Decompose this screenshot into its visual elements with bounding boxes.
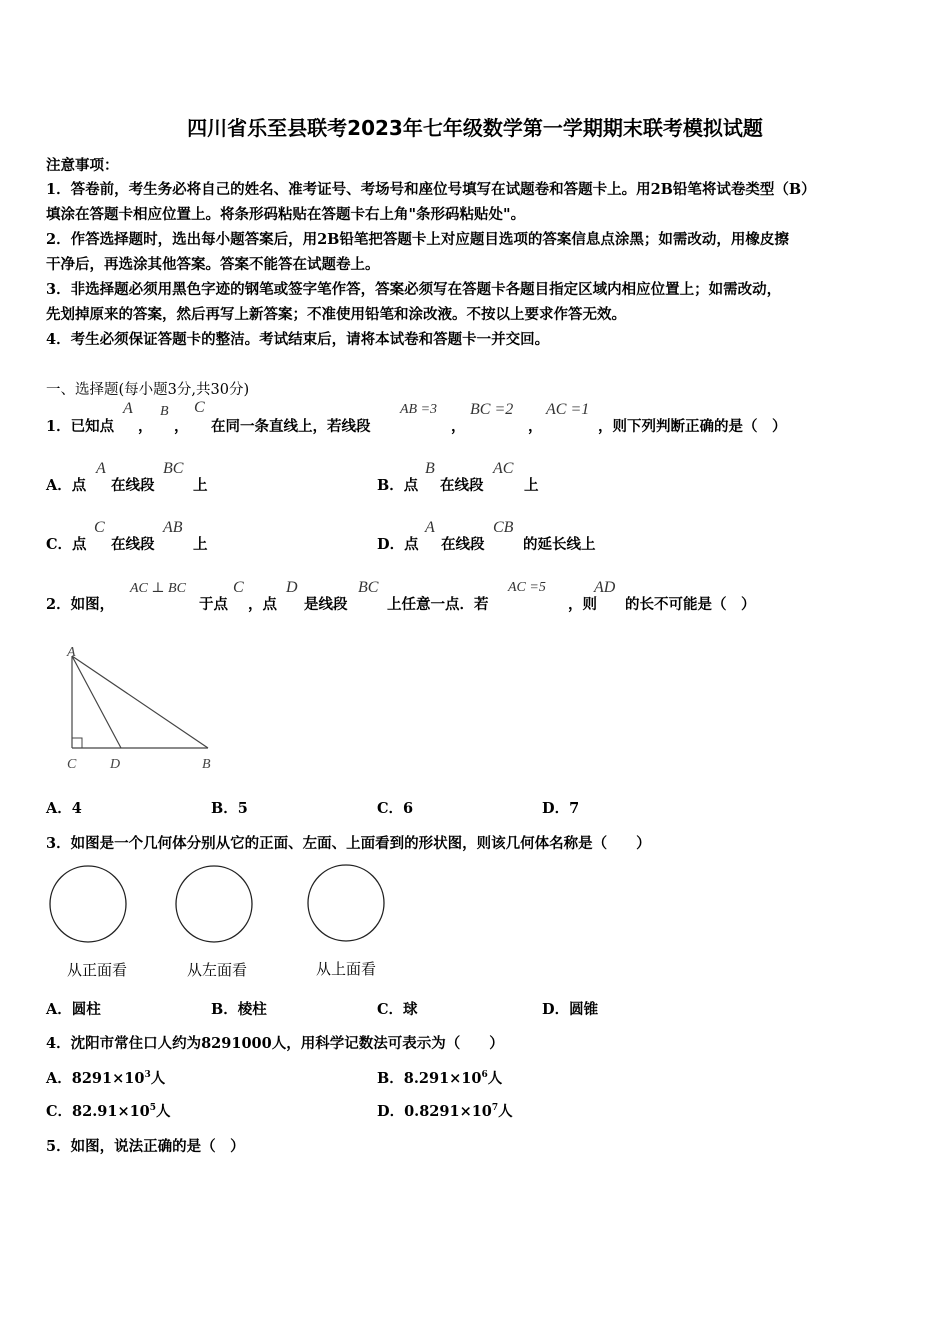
q2-math: BC xyxy=(358,579,379,596)
q2-option-a: A．4 xyxy=(46,800,82,817)
q1-option-a: A．点 xyxy=(46,477,87,494)
q1-math: AB =3 xyxy=(400,402,438,417)
notice-line: 3．非选择题必须用黑色字迹的钢笔或签字笔作答，答案必须写在答题卡各题目指定区域内相应位置上；如需改动， xyxy=(46,281,782,298)
q2-text: 于点 xyxy=(199,596,228,613)
q4-option-b: B．$8.291\times 10^6$人 xyxy=(377,1070,503,1087)
q2-option-d: D．7 xyxy=(542,800,580,817)
notice-line: 填涂在答题卡相应位置上。将条形码粘贴在答题卡右上角"条形码粘贴处"。 xyxy=(46,206,526,223)
q1-text: ， xyxy=(174,418,189,435)
q4-option-a: A．$8291\times 10^3$人 xyxy=(46,1070,166,1087)
q2-math: AC =5 xyxy=(508,580,546,595)
q2-math: D xyxy=(286,579,298,596)
q1-option-a-math: A xyxy=(96,460,106,477)
q1-option-b-text: 在线段 xyxy=(440,477,484,494)
q2-math: C xyxy=(233,579,244,596)
q3-option-d: D．圆锥 xyxy=(542,1001,599,1018)
q1-option-c-math: AB xyxy=(163,519,183,536)
q1-option-a-text: 在线段 xyxy=(111,477,155,494)
right-angle-marker xyxy=(72,738,82,748)
q1-option-b-text: 上 xyxy=(524,477,539,494)
q1-math: BC =2 xyxy=(470,401,514,418)
line-ab xyxy=(72,656,208,748)
notice-line: 4．考生必须保证答题卡的整洁。考试结束后，请将本试卷和答题卡一并交回。 xyxy=(46,331,550,348)
top-view-circle xyxy=(308,865,384,941)
q3-views-figure xyxy=(45,862,395,948)
q1-text: ， xyxy=(451,418,466,435)
q4-text: 4．沈阳市常住口人约为8291000人，用科学记数法可表示为（ ） xyxy=(46,1035,504,1052)
q1-option-d: D．点 xyxy=(377,536,419,553)
q3-text: 3．如图是一个几何体分别从它的正面、左面、上面看到的形状图，则该几何体名称是（ ） xyxy=(46,835,651,852)
q1-option-d-math: CB xyxy=(493,519,514,536)
q4-option-d: D．$0.8291\times 10^7$人 xyxy=(377,1103,513,1120)
q1-math: A xyxy=(123,400,133,417)
q1-math: C xyxy=(194,399,205,416)
page-title: 四川省乐至县联考2023年七年级数学第一学期期末联考模拟试题 xyxy=(187,116,763,140)
q1-option-b-math: B xyxy=(425,460,435,477)
front-view-circle xyxy=(50,866,126,942)
q4-option-c: C．$82.91\times 10^5$人 xyxy=(46,1103,171,1120)
top-view-caption: 从上面看 xyxy=(316,960,377,978)
label-a: A xyxy=(67,645,76,660)
label-d: D xyxy=(110,757,121,772)
q2-text: 的长不可能是（ ） xyxy=(625,596,756,613)
q3-option-c: C．球 xyxy=(377,1001,418,1018)
q2-option-c: C．6 xyxy=(377,800,414,817)
q1-option-b: B．点 xyxy=(377,477,419,494)
q2-text: ，则 xyxy=(568,596,597,613)
q3-option-b: B．棱柱 xyxy=(211,1001,267,1018)
q5-text: 5．如图，说法正确的是（ ） xyxy=(46,1138,245,1155)
q2-option-b: B．5 xyxy=(211,800,248,817)
q2-triangle-figure xyxy=(55,640,225,780)
q1-option-d-math: A xyxy=(425,519,435,536)
q1-option-c-text: 在线段 xyxy=(111,536,155,553)
q1-option-a-text: 上 xyxy=(193,477,208,494)
q1-text: ，则下列判断正确的是（ ） xyxy=(598,418,787,435)
q1-text: ， xyxy=(528,418,543,435)
q2-text: ，点 xyxy=(248,596,277,613)
left-view-circle xyxy=(176,866,252,942)
notice-line: 2．作答选择题时，选出每小题答案后，用2B铅笔把答题卡上对应题目选项的答案信息点涂黑；如需改动，用橡皮擦 xyxy=(46,231,789,248)
q1-text: 1．已知点 xyxy=(46,418,115,435)
q2-math: AD xyxy=(594,579,616,596)
q1-option-d-text: 的延长线上 xyxy=(523,536,596,553)
q1-math: B xyxy=(160,404,169,419)
line-ad xyxy=(72,656,121,748)
q2-text: 2．如图， xyxy=(46,596,115,613)
left-view-caption: 从左面看 xyxy=(187,961,248,979)
q2-text: 是线段 xyxy=(304,596,348,613)
label-b: B xyxy=(202,757,211,772)
q1-text: 在同一条直线上，若线段 xyxy=(211,418,371,435)
q1-option-b-math: AC xyxy=(493,460,514,477)
q2-text: 上任意一点．若 xyxy=(387,596,489,613)
notice-line: 干净后，再选涂其他答案。答案不能答在试题卷上。 xyxy=(46,256,380,273)
label-c: C xyxy=(67,757,77,772)
notice-line: 先划掉原来的答案，然后再写上新答案；不准使用铅笔和涂改液。不按以上要求作答无效。 xyxy=(46,306,626,323)
notice-heading: 注意事项： xyxy=(46,157,119,174)
q1-option-c-math: C xyxy=(94,519,105,536)
q1-option-c: C．点 xyxy=(46,536,87,553)
q1-option-d-text: 在线段 xyxy=(441,536,485,553)
q3-option-a: A．圆柱 xyxy=(46,1001,101,1018)
section-heading: 一、选择题(每小题3分,共30分) xyxy=(46,382,250,398)
q2-math: AC ⊥ BC xyxy=(130,581,186,596)
q1-text: ， xyxy=(138,418,153,435)
notice-line: 1．答卷前，考生务必将自己的姓名、准考证号、考场号和座位号填写在试题卷和答题卡上。用2B铅笔将试卷类型（B） xyxy=(46,181,816,198)
q1-option-c-text: 上 xyxy=(193,536,208,553)
q1-math: AC =1 xyxy=(546,401,590,418)
q1-option-a-math: BC xyxy=(163,460,184,477)
front-view-caption: 从正面看 xyxy=(67,961,128,979)
